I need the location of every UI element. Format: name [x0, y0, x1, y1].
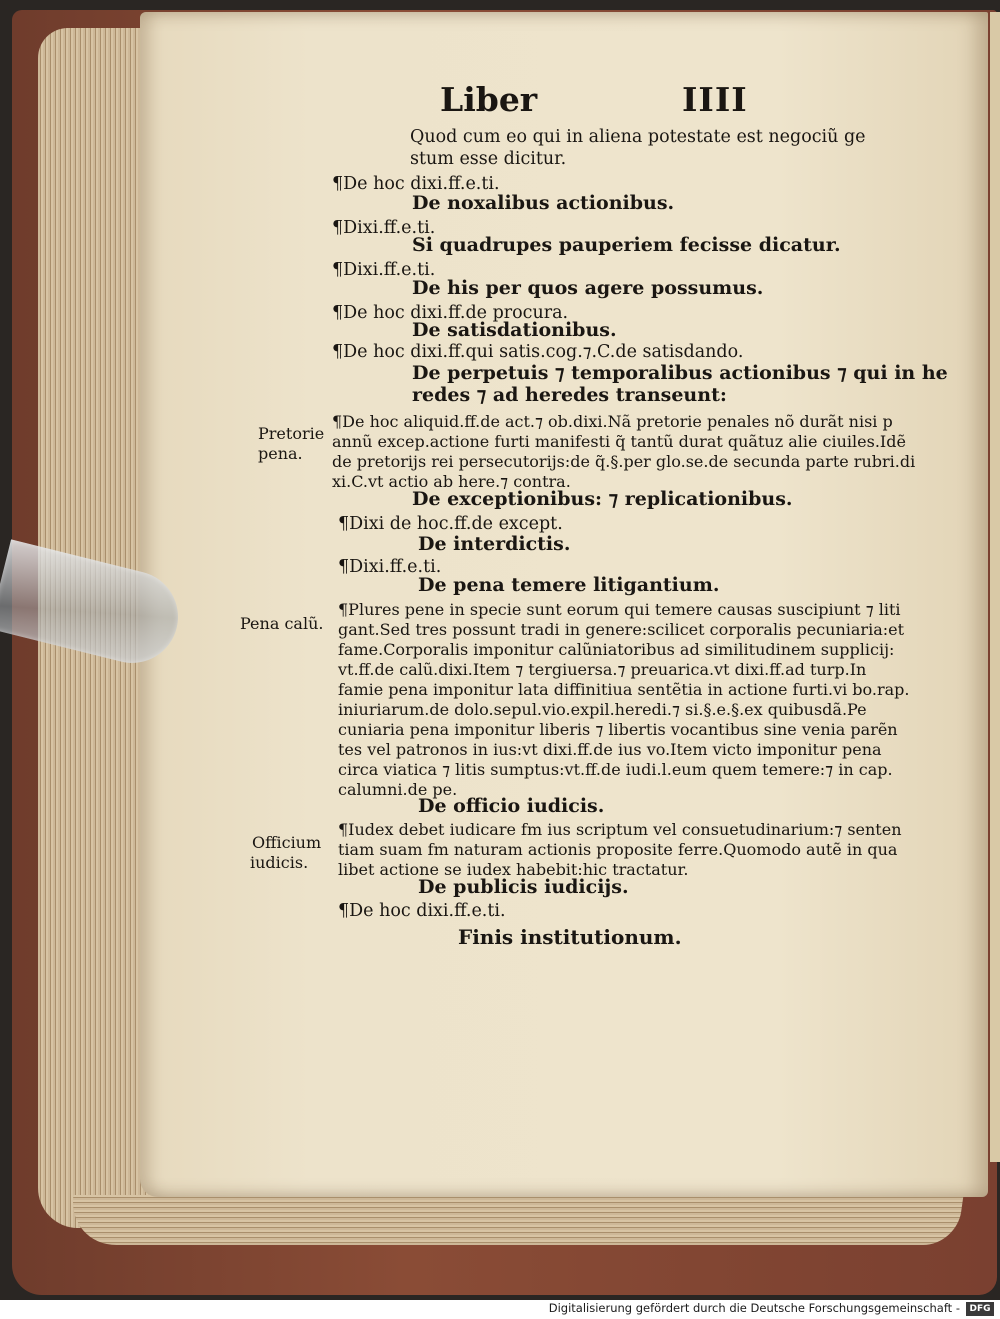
text-line: cuniaria pena imponitur liberis ⁊ libertis vocantibus sine venia parẽn: [338, 720, 898, 739]
marginal-note-pena-calu: Pena calũ.: [240, 614, 324, 633]
funding-notice: Digitalisierung gefördert durch die Deutsche Forschungsgemeinschaft -: [548, 1301, 960, 1315]
text-line: fame.Corporalis imponitur calũniatoribus ad similitudinem supplicij:: [338, 640, 895, 659]
text-line: vt.ff.de calũ.dixi.Item ⁊ tergiuersa.⁊ preuarica.vt dixi.ff.ad turp.In: [338, 660, 867, 679]
text-line: famie pena imponitur lata diffinitiua sentẽtia in actione furti.vi bo.rap.: [338, 680, 910, 699]
facing-page-edge: [990, 12, 1000, 1162]
text-line: de pretorijs rei persecutorijs:de q̃.§.per glo.se.de secunda parte rubri.di: [332, 452, 916, 471]
text-line: circa viatica ⁊ litis sumptus:vt.ff.de iudi.l.eum quem temere:⁊ in cap.: [338, 760, 893, 779]
dfg-logo: DFG: [966, 1302, 994, 1316]
text-line: ¶De hoc dixi.ff.e.ti.: [338, 901, 506, 921]
text-line: ¶Dixi de hoc.ff.de except.: [338, 514, 563, 534]
text-line: xi.C.vt actio ab here.⁊ contra.: [332, 472, 571, 491]
text-line: tes vel patronos in ius:vt dixi.ff.de ius vo.Item victo imponitur pena: [338, 740, 882, 759]
marginal-note-iudicis: iudicis.: [250, 853, 309, 872]
text-line: ¶Iudex debet iudicare fm ius scriptum vel consuetudinarium:⁊ senten: [338, 820, 902, 839]
section-heading: De officio iudicis.: [418, 795, 605, 817]
text-line: annũ excep.actione furti manifesti q̃ tantũ durat quãtuz alie ciuiles.Idẽ: [332, 432, 906, 451]
page-edges-bottom: [66, 1195, 963, 1245]
text-line: ¶De hoc dixi.ff.de procura.: [332, 303, 569, 323]
text-line: ¶Dixi.ff.e.ti.: [332, 260, 436, 280]
text-line: ¶Plures pene in specie sunt eorum qui temere causas suscipiunt ⁊ liti: [338, 600, 901, 619]
text-line: Quod cum eo qui in aliena potestate est negociũ ge: [410, 127, 866, 147]
section-heading: De publicis iudicijs.: [418, 876, 629, 898]
text-line: iniuriarum.de dolo.sepul.vio.expil.heredi.⁊ si.§.e.§.ex quibusdã.Pe: [338, 700, 867, 719]
marginal-note-pretorie: Pretorie: [258, 424, 325, 443]
text-line: calumni.de pe.: [338, 780, 458, 799]
section-heading: De noxalibus actionibus.: [412, 192, 675, 214]
section-heading: De satisdationibus.: [412, 319, 617, 341]
text-line: ¶Dixi.ff.e.ti.: [332, 218, 436, 238]
section-heading: De his per quos agere possumus.: [412, 277, 764, 299]
section-heading: redes ⁊ ad heredes transeunt:: [412, 384, 727, 406]
text-line: ¶De hoc dixi.ff.qui satis.cog.⁊.C.de satisdando.: [332, 342, 744, 362]
running-head-liber: Liber: [440, 80, 538, 119]
text-line: tiam suam fm naturam actionis proposite ferre.Quomodo autẽ in qua: [338, 840, 898, 859]
section-heading: De interdictis.: [418, 533, 571, 555]
marginal-note-pena: pena.: [258, 444, 303, 463]
text-line: gant.Sed tres possunt tradi in genere:scilicet corporalis pecuniaria:et: [338, 620, 905, 639]
section-heading: De pena temere litigantium.: [418, 574, 720, 596]
text-line: stum esse dicitur.: [410, 149, 567, 169]
footer-bar: [0, 1300, 1000, 1319]
section-heading: De exceptionibus: ⁊ replicationibus.: [412, 488, 793, 510]
section-heading: De perpetuis ⁊ temporalibus actionibus ⁊ qui in he: [412, 362, 948, 384]
text-line: ¶Dixi.ff.e.ti.: [338, 557, 442, 577]
text-line: ¶De hoc dixi.ff.e.ti.: [332, 174, 500, 194]
running-head-numeral: IIII: [682, 80, 748, 119]
marginal-note-officium: Officium: [252, 833, 322, 852]
colophon: Finis institutionum.: [458, 925, 682, 949]
section-heading: Si quadrupes pauperiem fecisse dicatur.: [412, 234, 841, 256]
text-line: ¶De hoc aliquid.ff.de act.⁊ ob.dixi.Nã pretorie penales nõ durãt nisi p: [332, 412, 893, 431]
text-line: libet actione se iudex habebit:hic tractatur.: [338, 860, 689, 879]
